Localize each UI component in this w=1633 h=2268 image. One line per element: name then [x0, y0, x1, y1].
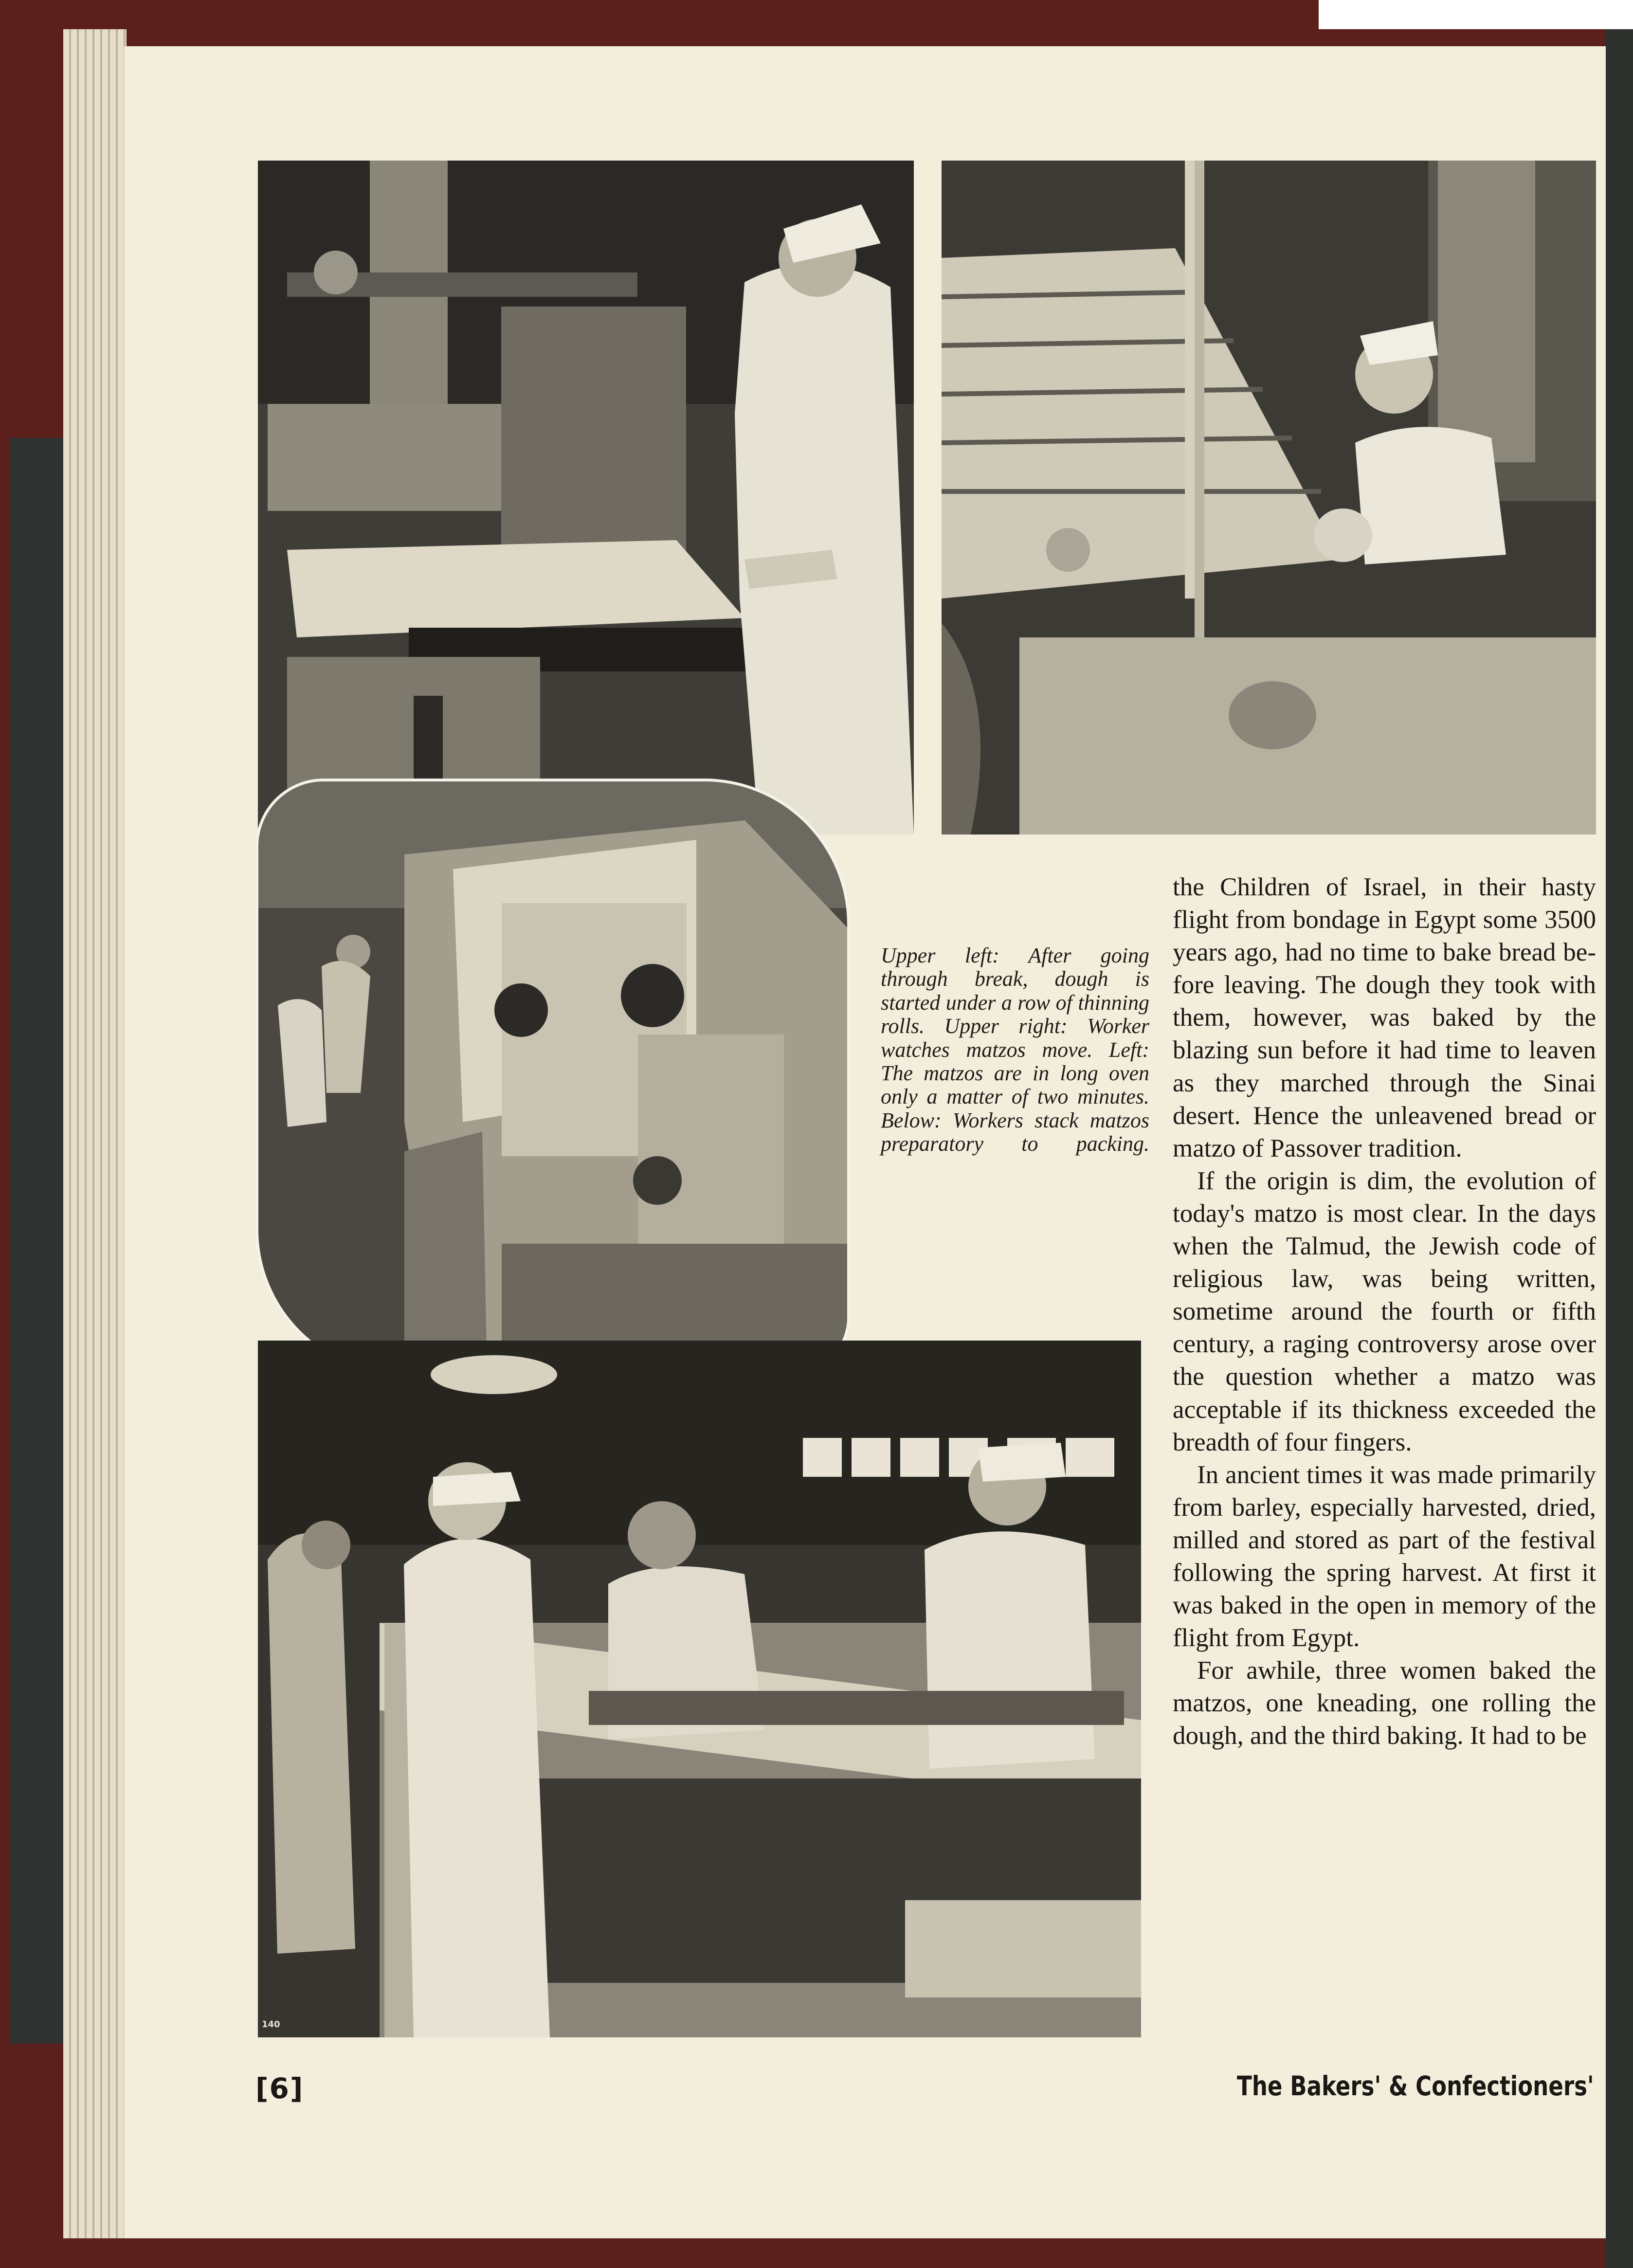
photo-caption	[881, 944, 1149, 1156]
bottom-stacking-photo	[258, 1341, 1141, 2037]
running-title: The Bakers' & Confectioners'	[1237, 2070, 1594, 2102]
article-paragraph: For awhile, three women baked the matzos, one kneading, one rolling the dough, and the third baking. It had to be	[1173, 1656, 1596, 1750]
article-paragraph: In ancient times it was made primarily from barley, especially harvested, dried, milled and stored as part of the festival following the spring harvest. At first it was baked in the open in memory of the flight from Egypt.	[1173, 1460, 1596, 1652]
dark-cover-left	[10, 438, 63, 2044]
middle-left-oven-photo	[255, 779, 850, 1376]
upper-left-photo	[258, 161, 914, 835]
upper-right-photo	[942, 161, 1596, 835]
page-edges	[63, 29, 127, 2238]
article-paragraph: the Children of Israel, in their hasty flight from bondage in Egypt some 3500 years ago, had no time to bake bread before leaving. The dough they took with them, however, was baked by the blazing sun before it had time to leaven as they marched through the Sinai desert. Hence the unleavened bread or matzo of Passover tradition.	[1173, 873, 1596, 1162]
photo-stamp: 140	[262, 2019, 280, 2030]
article-paragraph: If the origin is dim, the evolution of today's matzo is most clear. In the days when the Talmud, the Jewish code of religious law, was being written, sometime around the fourth or fifth century, a raging controversy arose over the question whether a matzo was acceptable if its thickness exceeded the breadth of four fingers.	[1173, 1166, 1596, 1456]
scan-margin	[1319, 0, 1633, 29]
article-body	[1173, 871, 1596, 1753]
dark-cover-edge	[1606, 29, 1633, 2268]
page-number: [6]	[255, 2072, 304, 2105]
caption-text: Upper left: After going through break, dough is started under a row of thinning rolls. Upper right: Worker watches matzos move. Left: The matzos are in long oven only a matter of two minutes. Below: Workers stack matzos preparatory to packing.	[881, 943, 1149, 1156]
